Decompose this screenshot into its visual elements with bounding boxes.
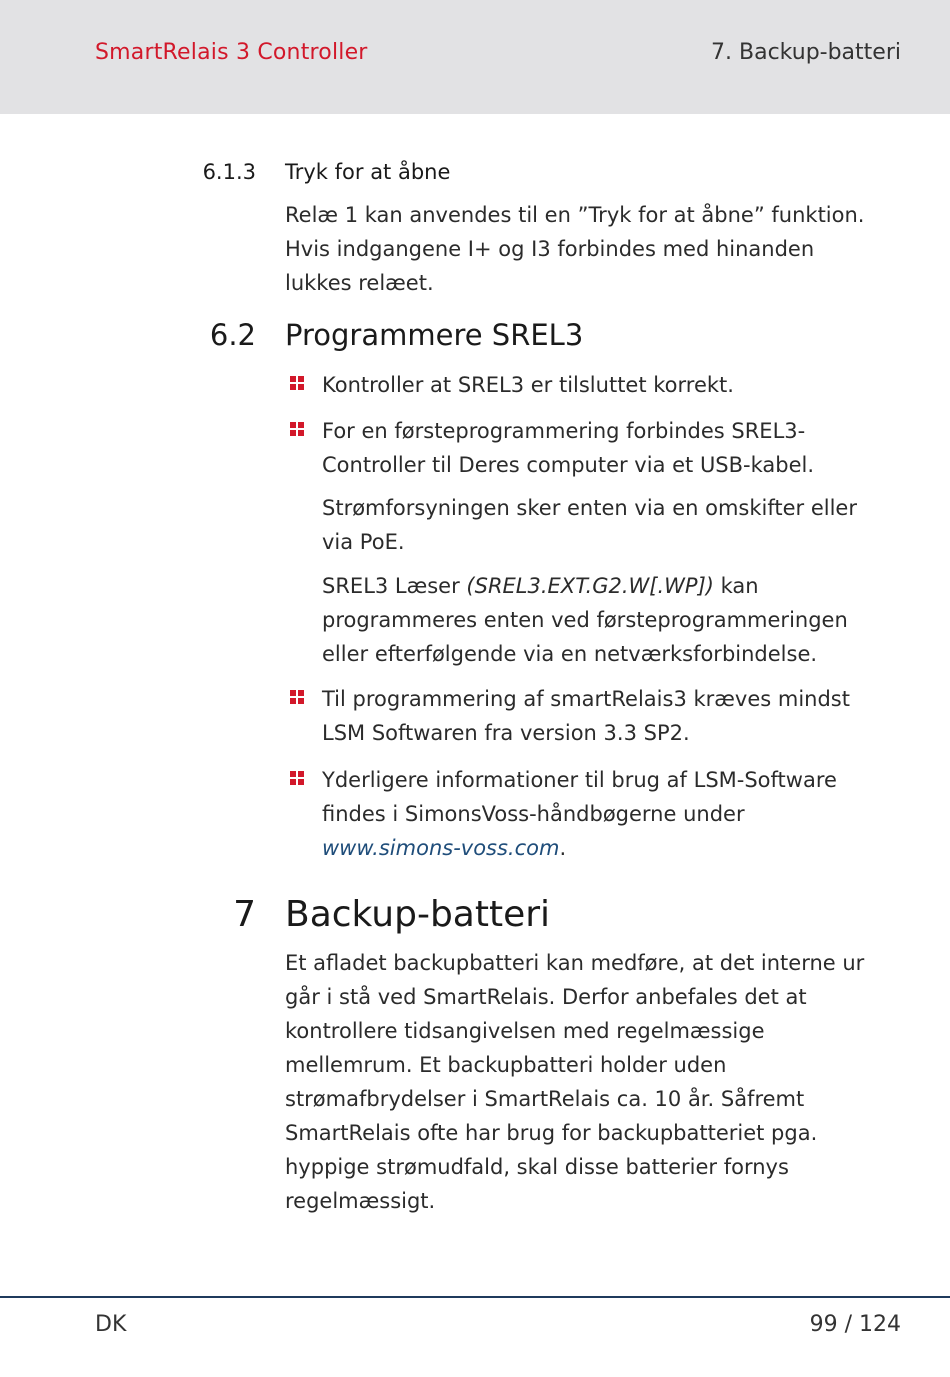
bullet-item-1: [322, 368, 734, 402]
text-line: Yderligere informationer til brug af LSM-Software: [322, 768, 837, 792]
section-number-7: 7: [233, 894, 256, 935]
section-number-6-2: 6.2: [209, 318, 256, 352]
text-line: Et afladet backupbatteri kan medføre, at det interne ur: [285, 951, 865, 975]
page-number: 99 / 124: [809, 1312, 901, 1337]
text-line: strømafbrydelser i SmartRelais ca. 10 år. Såfremt: [285, 1087, 805, 1111]
bullet-icon: [290, 690, 306, 706]
bullet-icon: [290, 376, 306, 392]
text-line: [322, 569, 848, 603]
text-line: via PoE.: [322, 530, 405, 554]
text-line: mellemrum. Et backupbatteri holder uden: [285, 1053, 727, 1077]
text-line: Kontroller at SREL3 er tilsluttet korrekt.: [322, 373, 734, 397]
text-line: hyppige strømudfald, skal disse batterier fornys: [285, 1155, 789, 1179]
text-line: Hvis indgangene I+ og I3 forbindes med hinanden: [285, 237, 815, 261]
text-line: Relæ 1 kan anvendes til en ”Tryk for at åbne” funktion.: [285, 203, 865, 227]
link-suffix: .: [559, 836, 567, 860]
paragraph-7: [285, 946, 864, 1218]
footer-rule: [0, 1296, 950, 1298]
bullet-icon: [290, 422, 306, 438]
text-line: programmeres enten ved førsteprogrammeringen: [322, 608, 848, 632]
text-line: regelmæssigt.: [285, 1189, 436, 1213]
text-line: LSM Softwaren fra version 3.3 SP2.: [322, 721, 690, 745]
text-line: kontrollere tidsangivelsen med regelmæssige: [285, 1019, 765, 1043]
text-line: Strømforsyningen sker enten via en omskifter eller: [322, 496, 857, 520]
page-header: [0, 0, 950, 114]
reader-prefix: SREL3 Læser: [322, 574, 467, 598]
reader-suffix: kan: [713, 574, 759, 598]
bullet-icon: [290, 771, 306, 787]
text-line: SmartRelais ofte har brug for backupbatteriet pga.: [285, 1121, 818, 1145]
text-line: [322, 831, 837, 865]
section-title-6-2: Programmere SREL3: [285, 318, 584, 352]
text-line: eller efterfølgende via en netværksforbindelse.: [322, 642, 818, 666]
text-line: findes i SimonsVoss-håndbøgerne under: [322, 802, 745, 826]
reader-code: (SREL3.EXT.G2.W[.WP]): [466, 574, 714, 598]
product-title: SmartRelais 3 Controller: [95, 40, 368, 65]
bullet-item-2: [322, 414, 814, 482]
power-paragraph: [322, 491, 857, 559]
text-line: lukkes relæet.: [285, 271, 434, 295]
text-line: går i stå ved SmartRelais. Derfor anbefales det at: [285, 985, 807, 1009]
text-line: Til programmering af smartRelais3 kræves mindst: [322, 687, 850, 711]
paragraph-6-1-3: [285, 198, 864, 300]
reader-paragraph: [322, 569, 848, 671]
text-line: Controller til Deres computer via et USB-kabel.: [322, 453, 815, 477]
website-link[interactable]: www.simons-voss.com: [322, 836, 560, 860]
section-title-7: Backup-batteri: [285, 894, 551, 935]
text-line: For en førsteprogrammering forbindes SREL3-: [322, 419, 806, 443]
bullet-item-3: [322, 682, 850, 750]
section-number-6-1-3: 6.1.3: [202, 160, 256, 184]
section-title-6-1-3: Tryk for at åbne: [285, 160, 451, 184]
chapter-title: 7. Backup-batteri: [711, 40, 901, 65]
bullet-item-4: [322, 763, 837, 865]
footer-language: DK: [95, 1312, 127, 1337]
